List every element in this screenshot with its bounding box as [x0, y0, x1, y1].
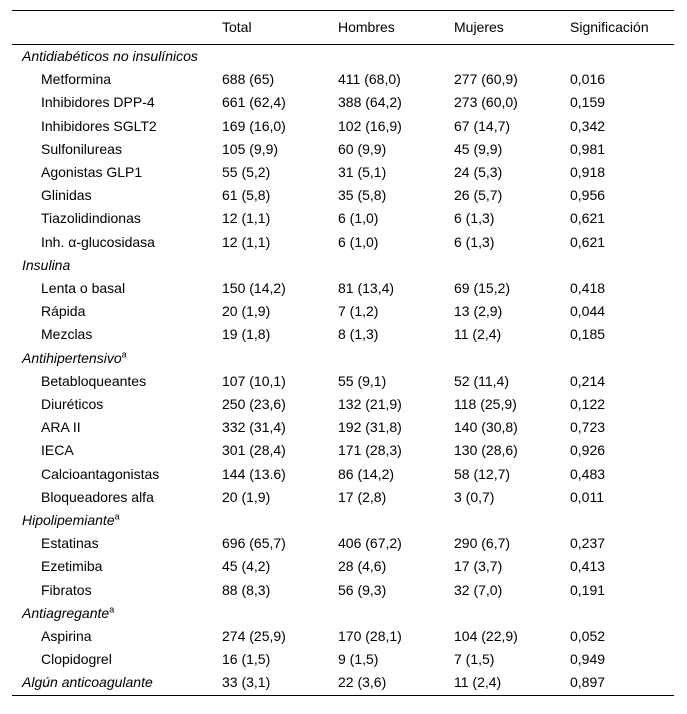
value-cell: 411 (68,0) — [338, 71, 401, 88]
table-row — [12, 138, 674, 161]
value-cell: 56 (9,3) — [338, 581, 387, 598]
value-cell: 277 (60,9) — [454, 71, 518, 88]
category-cell — [12, 254, 674, 277]
value-cell: 274 (25,9) — [222, 628, 286, 645]
medication-table — [12, 10, 674, 696]
value-cell: 33 (3,1) — [222, 674, 271, 691]
drug-name: Estatinas — [41, 535, 99, 552]
drug-name: Rápida — [41, 303, 86, 320]
drug-name: Metformina — [41, 71, 112, 88]
value-cell: 0,723 — [570, 419, 606, 436]
value-cell: 0,052 — [570, 628, 606, 645]
value-cell: 661 (62,4) — [222, 94, 286, 111]
table-row — [12, 231, 674, 254]
value-cell: 688 (65) — [222, 71, 275, 88]
value-cell: 0,159 — [570, 94, 606, 111]
value-cell: 13 (2,9) — [454, 303, 503, 320]
value-cell: 28 (4,6) — [338, 558, 387, 575]
drug-name: Aspirina — [41, 628, 92, 645]
table-row — [12, 393, 674, 416]
value-cell: 0,342 — [570, 117, 606, 134]
value-cell: 102 (16,9) — [338, 117, 402, 134]
category-cell — [12, 45, 674, 69]
value-cell: 171 (28,3) — [338, 442, 402, 459]
drug-name: Fibratos — [41, 581, 92, 598]
header-row — [12, 11, 674, 45]
value-cell: 11 (2,4) — [454, 674, 502, 691]
value-cell: 273 (60,0) — [454, 94, 518, 111]
value-cell: 16 (1,5) — [222, 651, 271, 668]
value-cell: 6 (1,0) — [338, 233, 379, 250]
table-row — [12, 555, 674, 578]
category-row — [12, 254, 674, 277]
value-cell: 20 (1,9) — [222, 488, 271, 505]
value-cell: 69 (15,2) — [454, 280, 511, 297]
drug-name: Diuréticos — [41, 396, 104, 413]
value-cell: 130 (28,6) — [454, 442, 518, 459]
value-cell: 31 (5,1) — [338, 164, 387, 181]
category-label: Algún anticoagulante — [22, 674, 153, 691]
value-cell: 192 (31,8) — [338, 419, 402, 436]
table-row — [12, 532, 674, 555]
value-cell: 61 (5,8) — [222, 187, 271, 204]
drug-name: Lenta o basal — [41, 280, 126, 297]
footnote-marker: a — [121, 348, 127, 359]
value-cell: 0,122 — [570, 396, 606, 413]
drug-name: Tiazolidindionas — [41, 210, 141, 227]
category-cell — [12, 347, 674, 370]
value-cell: 6 (1,3) — [454, 233, 495, 250]
category-cell — [12, 602, 674, 625]
value-cell: 406 (67,2) — [338, 535, 402, 552]
value-cell: 12 (1,1) — [222, 210, 271, 227]
header-significacion: Significación — [570, 19, 649, 35]
value-cell: 107 (10,1) — [222, 372, 286, 389]
category-label: Hipolipemiante — [22, 512, 115, 529]
category-label: Antiagregante — [22, 604, 110, 621]
value-cell: 7 (1,5) — [454, 651, 495, 668]
category-row — [12, 602, 674, 625]
value-cell: 0,044 — [570, 303, 606, 320]
drug-name: Inhibidores DPP-4 — [41, 94, 155, 111]
drug-name: Sulfonilureas — [41, 140, 122, 157]
drug-name: Glinidas — [41, 187, 92, 204]
value-cell: 6 (1,3) — [454, 210, 495, 227]
category-row — [12, 509, 674, 532]
final-row — [12, 671, 674, 695]
value-cell: 0,413 — [570, 558, 606, 575]
value-cell: 144 (13.6) — [222, 465, 286, 482]
value-cell: 0,897 — [570, 674, 606, 691]
table-row — [12, 486, 674, 509]
table-row — [12, 207, 674, 230]
value-cell: 32 (7,0) — [454, 581, 503, 598]
value-cell: 0,621 — [570, 233, 606, 250]
value-cell: 140 (30,8) — [454, 419, 518, 436]
value-cell: 60 (9,9) — [338, 140, 387, 157]
value-cell: 0,418 — [570, 280, 606, 297]
value-cell: 0,621 — [570, 210, 606, 227]
value-cell: 11 (2,4) — [454, 326, 502, 343]
table-row — [12, 323, 674, 346]
table-row — [12, 91, 674, 114]
drug-name: Betabloqueantes — [41, 372, 147, 389]
table-row — [12, 184, 674, 207]
value-cell: 7 (1,2) — [338, 303, 379, 320]
drug-name: IECA — [41, 442, 74, 459]
drug-name: Calcioantagonistas — [41, 465, 160, 482]
category-label: Antidiabéticos no insulínicos — [22, 48, 198, 64]
drug-name: Clopidogrel — [41, 651, 112, 668]
value-cell: 52 (11,4) — [454, 372, 509, 389]
drug-name: Inh. α-glucosidasa — [41, 233, 155, 250]
value-cell: 3 (0,7) — [454, 488, 495, 505]
value-cell: 26 (5,7) — [454, 187, 503, 204]
value-cell: 105 (9,9) — [222, 140, 279, 157]
value-cell: 55 (9,1) — [338, 372, 387, 389]
value-cell: 19 (1,8) — [222, 326, 271, 343]
value-cell: 17 (3,7) — [454, 558, 503, 575]
value-cell: 0,214 — [570, 372, 606, 389]
drug-name: Inhibidores SGLT2 — [41, 117, 157, 134]
table-row — [12, 416, 674, 439]
value-cell: 132 (21,9) — [338, 396, 402, 413]
value-cell: 301 (28,4) — [222, 442, 286, 459]
value-cell: 67 (14,7) — [454, 117, 511, 134]
category-label: Antihipertensivo — [22, 349, 122, 366]
value-cell: 290 (6,7) — [454, 535, 511, 552]
value-cell: 20 (1,9) — [222, 303, 271, 320]
value-cell: 0,926 — [570, 442, 606, 459]
value-cell: 150 (14,2) — [222, 280, 286, 297]
value-cell: 0,191 — [570, 581, 606, 598]
table-row — [12, 439, 674, 462]
header-mujeres: Mujeres — [454, 19, 504, 35]
footnote-marker: a — [114, 511, 120, 522]
value-cell: 55 (5,2) — [222, 164, 271, 181]
value-cell: 0,011 — [570, 488, 604, 505]
value-cell: 0,016 — [570, 71, 606, 88]
table-row — [12, 648, 674, 671]
drug-name: Mezclas — [41, 326, 93, 343]
value-cell: 104 (22,9) — [454, 628, 518, 645]
value-cell: 12 (1,1) — [222, 233, 271, 250]
value-cell: 45 (4,2) — [222, 558, 271, 575]
value-cell: 332 (31,4) — [222, 419, 286, 436]
value-cell: 9 (1,5) — [338, 651, 379, 668]
header-hombres: Hombres — [338, 19, 395, 35]
table-body — [12, 45, 674, 696]
value-cell: 24 (5,3) — [454, 164, 503, 181]
value-cell: 169 (16,0) — [222, 117, 286, 134]
table-row — [12, 579, 674, 602]
drug-name: Bloqueadores alfa — [41, 488, 154, 505]
value-cell: 22 (3,6) — [338, 674, 387, 691]
drug-name: ARA II — [41, 419, 81, 436]
category-row — [12, 45, 674, 69]
value-cell: 0,237 — [570, 535, 606, 552]
table-row — [12, 161, 674, 184]
header-total: Total — [222, 19, 252, 35]
value-cell: 118 (25,9) — [454, 396, 517, 413]
value-cell: 6 (1,0) — [338, 210, 379, 227]
table-row — [12, 625, 674, 648]
value-cell: 17 (2,8) — [338, 488, 387, 505]
table-row — [12, 115, 674, 138]
value-cell: 250 (23,6) — [222, 396, 286, 413]
table-row — [12, 300, 674, 323]
drug-name: Ezetimiba — [41, 558, 103, 575]
value-cell: 0,918 — [570, 164, 606, 181]
value-cell: 86 (14,2) — [338, 465, 395, 482]
value-cell: 88 (8,3) — [222, 581, 271, 598]
value-cell: 35 (5,8) — [338, 187, 387, 204]
value-cell: 0,981 — [570, 140, 606, 157]
value-cell: 696 (65,7) — [222, 535, 286, 552]
value-cell: 170 (28,1) — [338, 628, 402, 645]
value-cell: 45 (9,9) — [454, 140, 503, 157]
value-cell: 58 (12,7) — [454, 465, 511, 482]
value-cell: 8 (1,3) — [338, 326, 379, 343]
category-label: Insulina — [22, 256, 71, 273]
value-cell: 0,949 — [570, 651, 606, 668]
footnote-marker: a — [109, 604, 115, 615]
value-cell: 0,483 — [570, 465, 606, 482]
drug-name: Agonistas GLP1 — [41, 164, 143, 181]
category-row — [12, 347, 674, 370]
table-row — [12, 463, 674, 486]
value-cell: 388 (64,2) — [338, 94, 402, 111]
value-cell: 81 (13,4) — [338, 280, 395, 297]
value-cell: 0,956 — [570, 187, 606, 204]
category-cell — [12, 509, 674, 532]
table-row — [12, 68, 674, 91]
table-row — [12, 370, 674, 393]
header-empty — [12, 11, 210, 45]
value-cell: 0,185 — [570, 326, 606, 343]
table-row — [12, 277, 674, 300]
